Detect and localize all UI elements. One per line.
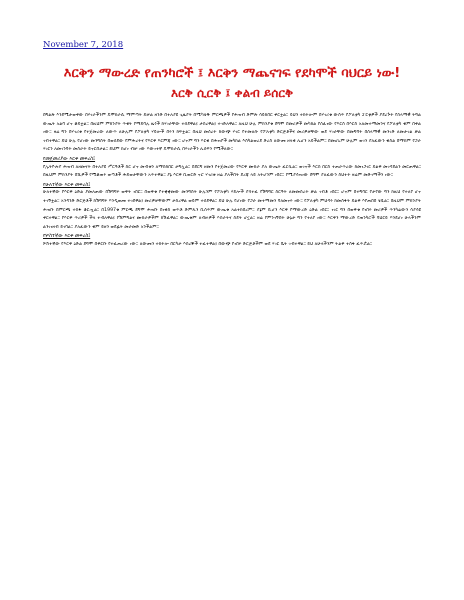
- paragraph: በግልጽ እንደሚታወቀው በሃገራችንም ዴሞክራሲ ማምጣት ይቻል ዘንድ በተለያዩ ጊዜያት በሚካሄዱ ምርጫዎች የሕዝብ ድምጽ ሳይከበር ቀርቷል። ይህን ተከትሎም በሃገሪቱ ውስጥ የፖለቲካ ፓርቲዎች ያደረጉት የሰላማዊ ትግል ውጤት አልባ ሆኖ ቆይቷል። በዚህም ምክንያት ጥቂት የማይባሉ ዜጎች ከሃገራቸው ተሰደዋል፤ ታስረዋል፤ ተገድለዋል። ለዚህ ሁሉ ምክንያቱ ደግሞ በመሪዎች መካከል የሰፈነው የእርስ በእርስ አለመተማመንና የፖለቲካ ቂም በቀል ነው። ዛሬ ግን በሃገሪቱ የተጀመረው ለውጥ ለሁሉም የፖለቲካ ሃይሎች በሩን ከፍቷል። በዚህ መሰረት ከውጭ ሃገር የተመለሱ የፖለቲካ ድርጅቶችና መሪዎቻቸው ወደ ሃገራቸው በመግባት በሰላማዊ መንገድ ለመታገል ቃል ገብተዋል። ይህ ሁሉ የሆነው መንግስት በወሰደው የምሕረትና የእርቅ እርምጃ ነው። ሆኖም ግን እርቁ በሕዝቦች መካከል እስካልወረደ ድረስ ለውጡ ዘላቂ ሊሆን አይችልም። በመሆኑም ሁሉም ወገን ያለፈውን ቁስል በማከም የጋራ ሃገርን ለመገንባት መስራት ይኖርበታል። ይህም ከሆነ ብቻ ነው እውነተኛ ዴሞክራሲ በሃገራችን ሊሰፍን የሚችለው።: [43, 113, 421, 153]
- section-heading: የመጀመሪያው እርቅ መፍረስ፤: [43, 155, 96, 162]
- section-heading: የሁለተኛው እርቅ መፍረስ፤: [43, 181, 91, 188]
- paragraph: የኢትዮጵያ ሕዝብ ለዘመናት በተለያዩ ሥርዓቶች ስር ሆኖ መብቱን ለማስከበር ታግሏል። በደርግ ዘመን የተጀመረው የእርቅ ሙከራ ያለ ውጤት ፈርሷል። ወገኖች እርስ በርስ ተጠራጥረው ከመነጋገር ይልቅ መገዳደልን መርጠዋል። በዚህም ምክንያት በሺዎች የሚቆጠሩ ወጣቶች ሕይወታቸውን አጥተዋል። ያኔ እርቅ ቢወርድ ኖሮ ሃገሪቱ ዛሬ ያለችበት ደረጃ ላይ አትሆንም ነበር። የሚያሳዝነው ደግሞ ያለፈውን ስህተት ዛሬም መድገማችን ነው።: [43, 164, 421, 179]
- article-body: [43, 112, 421, 592]
- article-subtitle: እርቅ ሲርቅ ፤ ቀልብ ይሰርቅ: [170, 86, 294, 100]
- paragraph: ሁለተኛው የእርቅ ዕድል ያመለጠው በሽግግሩ ወቅት ነበር። በወቅቱ የተቋቋመው መንግስት ሁሉንም የፖለቲካ ሃይሎች ያሳተፈ የሽግግር ስርዓት ለመመስረት ቃል ገብቶ ነበር። ሆኖም በተግባር የታየው ግን ከዚህ የተለየ ሆኖ ተገኝቷል። አንዳንድ ድርጅቶች ከሽግግሩ እንዲወጡ ተገደዋል፤ መሪዎቻቸውም ታስረዋል ወይም ተሰደዋል። ይህ ሁሉ የሆነው የጋራ መተማመን ባለመኖሩ ነው። የፖለቲካ ምህዳሩ ከመስፋት ይልቅ እየጠበበ ሄዷል። በዚህም ምክንያት ሕዝቡ በምርጫ ተስፋ ቆርጧል። በ1997ቱ ምርጫ ደግሞ ሕዝቡ በነቂስ ወጥቶ ድምጹን ቢሰጥም ውጤቱ አልተከበረም። ያኔም ቢሆን እርቅ የማውረድ ዕድል ነበር። ነገር ግን በወቅቱ የነበሩ መሪዎች ጥንካሬውን ሳያሳዩ ቀርተዋል። የእርቅ ጥሪዎች ችላ ተብለዋል፤ የሽምግልና ሙከራዎችም ከሽፈዋል። ውጤቱም ለብዙዎች እስራትና ስደት ሆኗል። ዛሬ የምንገኝበት ሁኔታ ግን የተለየ ነው። እርቅን ማውረድ የጠንካሮች ባህርይ እንደሆነ ሁላችንም ልንገነዘብ ይገባል። ያለፈውን ቂም ይዘን ወደፊት መራመድ አንችልም።: [43, 190, 421, 230]
- paragraph: ሦስተኛው የእርቅ ዕድል ደግሞ በቅርቡ የተፈጠረው ነው። ለውጡን ተከትሎ በርካታ እስረኞች ተፈተዋል፤ በውጭ የነበሩ ድርጅቶችም ወደ ሃገር ቤት ገብተዋል። ይህ ለሁላችንም ትልቅ ተስፋ ፈጥሯል።: [43, 241, 373, 247]
- section-heading: የሦስተኛው እርቅ መፍረስ፤: [43, 233, 91, 240]
- article-title: እርቅን ማውረድ የጠንካሮች ፤ እርቅን ማጨናገፍ የደካሞች ባህርይ ነው!: [63, 66, 401, 81]
- publication-date-link[interactable]: November 7, 2018: [43, 40, 124, 50]
